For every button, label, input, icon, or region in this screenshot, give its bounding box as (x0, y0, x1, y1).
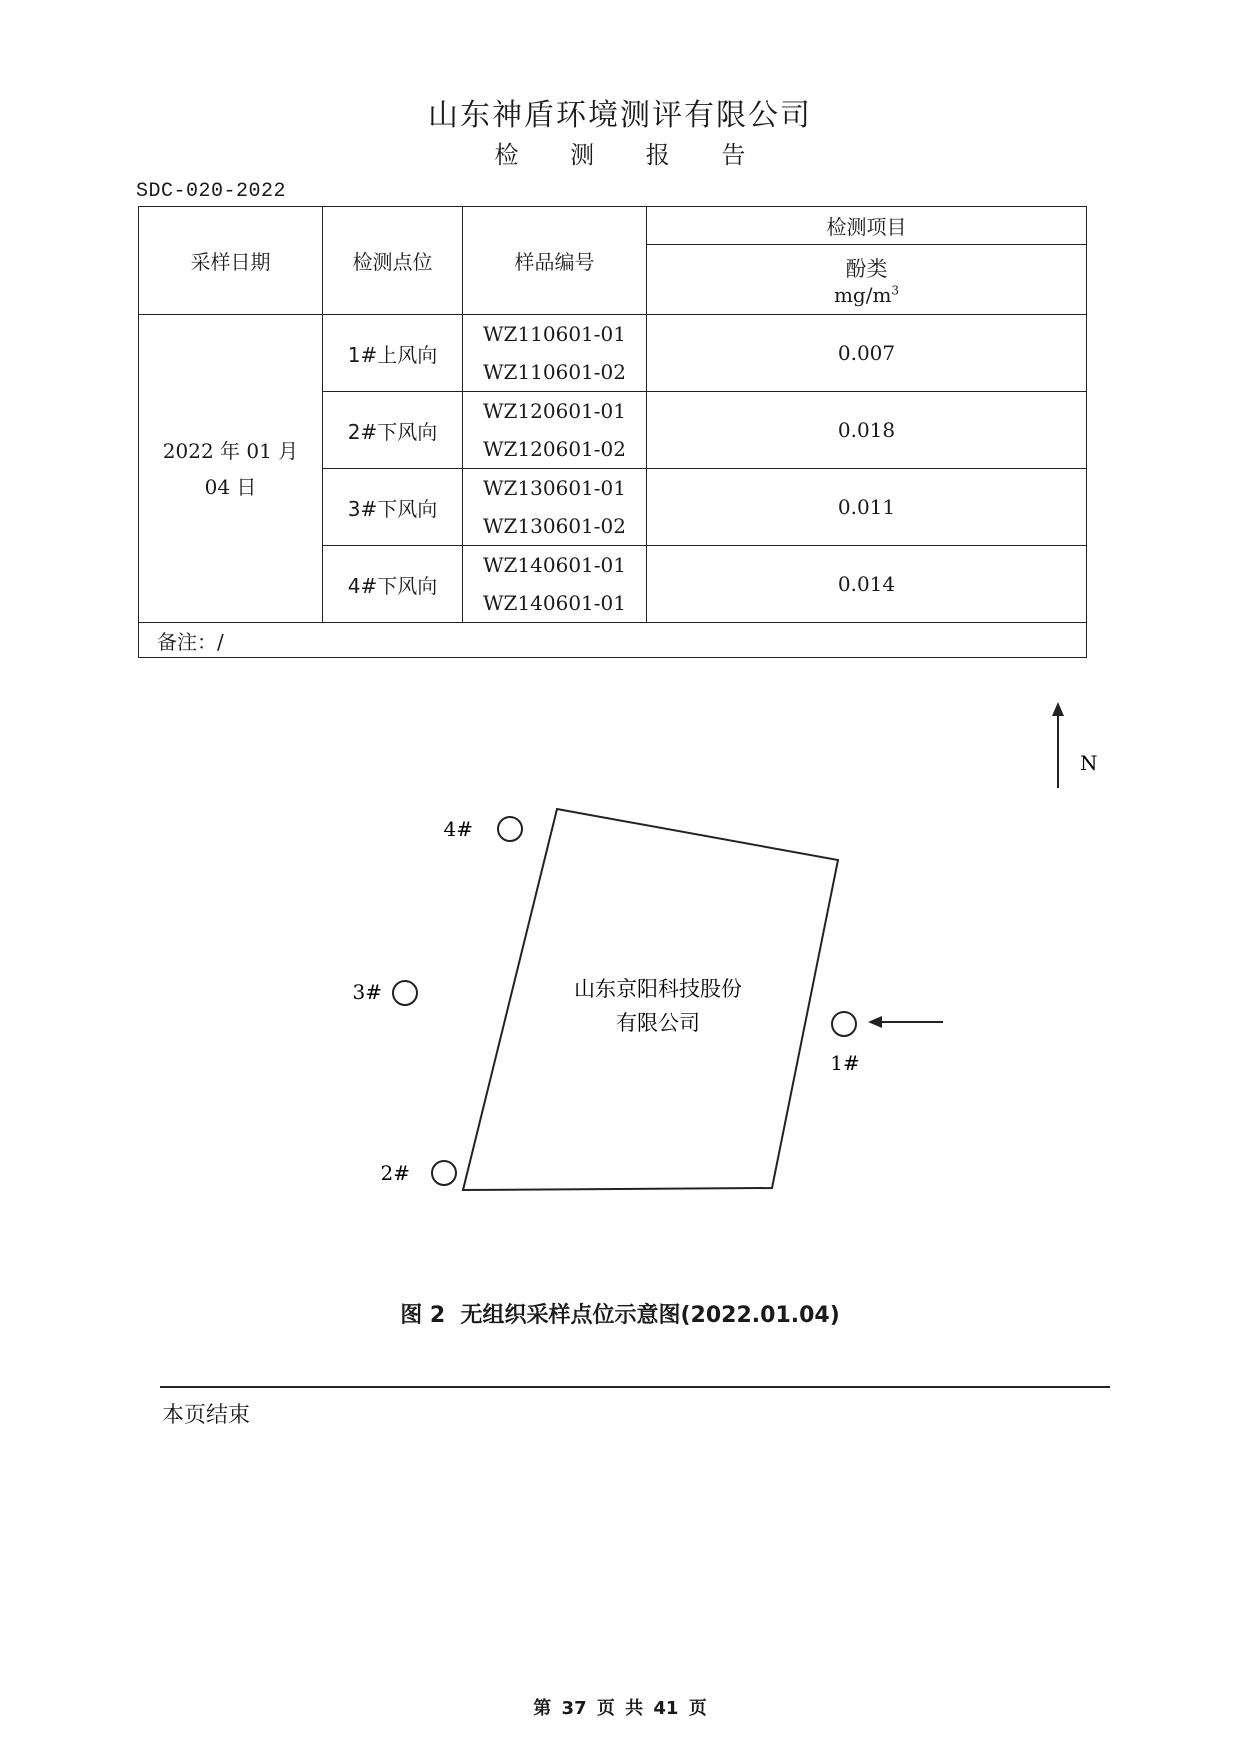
point-cell: 4#下风向 (323, 546, 463, 623)
end-of-page-note: 本页结束 (162, 1403, 251, 1428)
value-cell: 0.011 (647, 469, 1087, 546)
value-cell: 0.018 (647, 392, 1087, 469)
wind-direction-arrow-icon (868, 1016, 943, 1028)
sample-id: WZ110601-02 (482, 360, 626, 384)
north-arrow-icon (1052, 702, 1064, 788)
point-cell: 1#上风向 (323, 315, 463, 392)
sample-id: WZ130601-01 (482, 476, 626, 500)
figure-number: 图 2 (400, 1303, 446, 1328)
point-2-marker-icon (432, 1161, 456, 1185)
value-cell: 0.007 (647, 315, 1087, 392)
item-unit: $mg/m^3$ (833, 282, 900, 307)
site-name-line-1: 山东京阳科技股份 (574, 977, 742, 1001)
item-name: 酚类 (845, 256, 888, 281)
point-3-marker-icon (393, 981, 417, 1005)
point-1-label: 1# (830, 1051, 860, 1075)
header-sample-no: 样品编号 (463, 207, 647, 315)
company-name: 山东神盾环境测评有限公司 (428, 98, 812, 133)
remark: 备注：/ (139, 623, 1087, 658)
point-3-label: 3# (352, 980, 382, 1004)
point-2-label: 2# (380, 1161, 410, 1185)
report-type: 检 测 报 告 (494, 141, 768, 169)
point-4-label: 4# (443, 817, 473, 841)
sample-id: WZ120601-02 (482, 437, 626, 461)
figure-caption (0, 1298, 1240, 1329)
header-item-group: 检测项目 (647, 207, 1087, 245)
north-label: N (1080, 751, 1098, 775)
point-4-marker-icon (498, 817, 522, 841)
sample-id: WZ110601-01 (482, 322, 626, 346)
point-cell: 2#下风向 (323, 392, 463, 469)
site-name-line-2: 有限公司 (616, 1011, 700, 1035)
date-line-2: 04 日 (204, 474, 257, 499)
sample-id: WZ140601-01 (482, 591, 626, 615)
sample-id: WZ140601-01 (482, 553, 626, 577)
point-1-marker-icon (832, 1012, 856, 1036)
sample-id: WZ130601-02 (482, 514, 626, 538)
footer-divider (160, 1386, 1110, 1388)
page-number: 第 37 页 共 41 页 (533, 1698, 707, 1719)
point-cell: 3#下风向 (323, 469, 463, 546)
document-number: SDC-020-2022 (136, 180, 287, 203)
sample-id: WZ120601-01 (482, 399, 626, 423)
header-sampling-date: 采样日期 (139, 207, 323, 315)
date-line-1: 2022 年 01 月 (162, 438, 299, 463)
header-point: 检测点位 (323, 207, 463, 315)
figure-title: 无组织采样点位示意图(2022.01.04) (460, 1303, 840, 1328)
value-cell: 0.014 (647, 546, 1087, 623)
